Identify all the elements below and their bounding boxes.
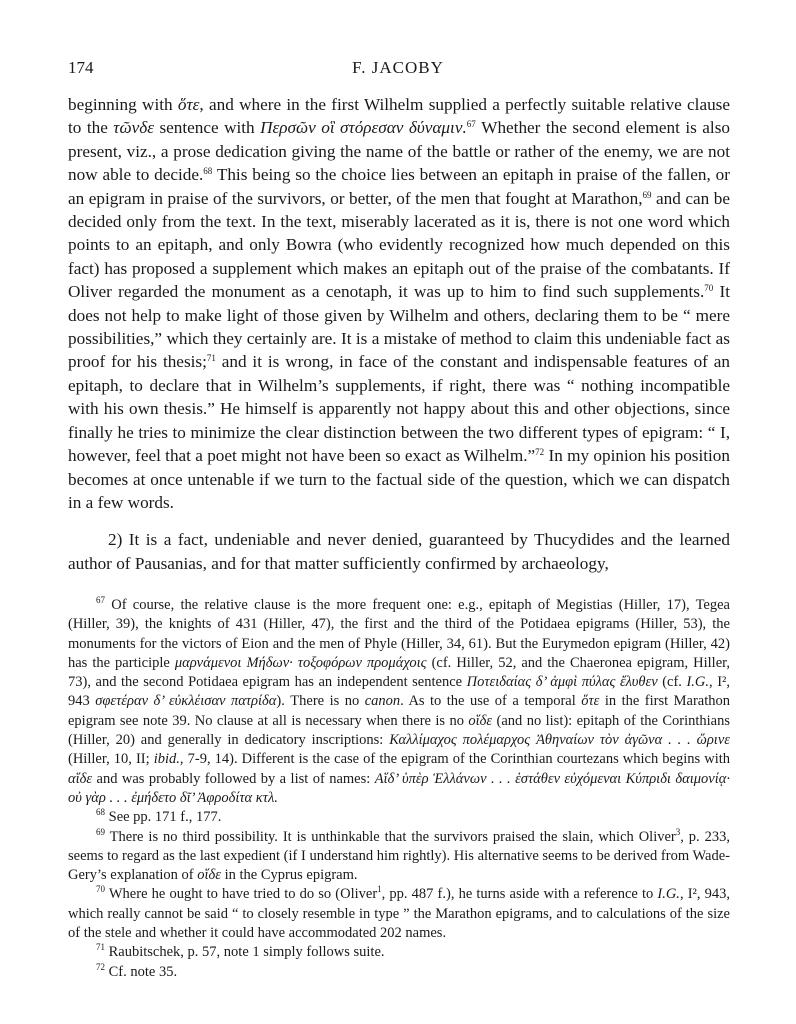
greek-text: Αἵδ’ ὑπὲρ Ἑλλάνων . . . ἑστάθεν εὐχόμεναι Κύπριδι δαιμονίᾳ· οὐ γὰρ . . . ἐμήδετο δῖ’ Ἀφροδίτα κτλ. <box>68 770 730 806</box>
greek-text: τῶνδε <box>113 118 154 138</box>
greek-text: Περσῶν οἳ στόρεσαν δύναμιν. <box>260 118 467 138</box>
greek-text: Ποτειδαίας δ’ ἀμφὶ πύλας ἔλυθεν <box>466 674 658 691</box>
footnote-ref-72: 72 <box>535 447 545 458</box>
footnote-ref-71: 71 <box>206 353 216 364</box>
footnotes <box>68 596 730 982</box>
footnote-ref-67: 67 <box>466 119 476 130</box>
page-number: 174 <box>68 58 94 77</box>
footnote-71: $^{71}$ Raubitschek, p. 57, note 1 simply follows suite. <box>96 942 385 961</box>
greek-text: σφετέραν δ’ εὐκλέισαν πατρίδα <box>95 693 277 710</box>
footnote-69: $^{69}$ There is no third possibility. It is unthinkable that the survivors praised the slain, which Oliver$^3$, p. 233, seems to regard as the last expedient (if I understand him rightly). His alternative seems to be derived from Wade-Gery’s explanation of οἵδε in the Cyprus epigram. <box>68 826 730 884</box>
greek-text: Καλλίμαχος πολέμαρχος Ἀθηναίων τὸν ἀγῶνα . . . ὥρινε <box>389 732 730 749</box>
footnote-ref-69: 69 <box>642 189 652 200</box>
greek-text: αἵδε <box>68 770 93 787</box>
page-header <box>68 58 728 86</box>
greek-text: ὅτε <box>581 693 600 710</box>
paragraph-2: 2) It is a fact, undeniable and never denied, guaranteed by Thucydides and the learned author of Pausanias, and for that matter sufficiently confirmed by archaeology, <box>68 530 730 573</box>
main-text <box>68 93 730 575</box>
greek-text: οἵδε <box>197 867 221 884</box>
footnote-ref-68: 68 <box>203 166 213 177</box>
paragraph-1: beginning with ὅτε, and where in the first Wilhelm supplied a perfectly suitable relative clause to the τῶνδε sentence with Περσῶν οἳ στόρεσαν δύναμιν.$^{67}$ Whether the second element is also present, viz., a prose dedication giving the name of the battle or rather of the enemy, we are not now able to decide.$^{68}$ This being so the choice lies between an epitaph in praise of the fallen, or an epigram in praise of the survivors, or better, of the men that fought at Marathon,$^{69}$ and can be decided only from the text. In the text, miserably lacerated as it is, there is not one word which points to an epitaph, and only Bowra (who evidently recognized how much depended on this fact) has proposed a supplement which makes an epitaph out of the praise of the combatants. If Oliver regarded the monument as a cenotaph, it was up to him to find such supplements.$^{70}$ It does not help to make light of those given by Wilhelm and others, declaring them to be “ mere possibilities,” which they certainly are. It is a mistake of method to claim this undeniable fact as proof for his thesis;$^{71}$ and it is wrong, in face of the constant and indispensable features of an epitaph, to declare that in Wilhelm’s supplements, if right, there was “ nothing incompatible with his own thesis.” He himself is apparently not happy about this and other objections, since finally he tries to minimize the clear distinction between the two different types of epigram: “ I, however, feel that a poet might not have been so exact as Wilhelm.”$^{72}$ In my opinion his position becomes at once untenable if we turn to the factual side of the question, which we can dispatch in a few words. <box>68 95 731 512</box>
footnote-68: $^{68}$ See pp. 171 f., 177. <box>96 807 222 826</box>
footnote-ref-70: 70 <box>704 283 714 294</box>
greek-text: οἵδε <box>468 712 493 729</box>
running-head: F. JACOBY <box>352 58 444 77</box>
footnote-72: $^{72}$ Cf. note 35. <box>96 961 178 980</box>
footnote-70: $^{70}$ Where he ought to have tried to do so (Oliver$^1$, pp. 487 f.), he turns aside with a reference to I.G., I², 943, which really cannot be said “ to closely resemble in type ” the Marathon epigrams, and to calculations of the size of the stele and whether it could have accommodated 202 names. <box>68 884 730 942</box>
footnote-67: $^{67}$ Of course, the relative clause is the more frequent one: e.g., epitaph of Megistias (Hiller, 17), Tegea (Hiller, 39), the knights of 431 (Hiller, 47), the first and the third of the Potidaea epigrams (Hiller, 53), the monuments for the victors of Eion and the men of Phyle (Hiller, 34, 61). But the Eurymedon epigram (Hiller, 42) has the participle μαρνάμενοι Μήδων· τοξοφόρων προμάχοις (cf. Hiller, 52, and the Chaeronea epigram, Hiller, 73), and the second Potidaea epigram has an independent sentence Ποτειδαίας δ’ ἀμφὶ πύλας ἔλυθεν (cf. I.G., I², 943 σφετέραν δ’ εὐκλέισαν πατρίδα). There is no canon. As to the use of a temporal ὅτε in the first Marathon epigram see note 39. No clause at all is necessary when there is no οἵδε (and no list): epitaph of the Corinthians (Hiller, 20) and generally in dedicatory inscriptions: Καλλίμαχος πολέμαρχος Ἀθηναίων τὸν ἀγῶνα . . . ὥρινε (Hiller, 10, II; ibid., 7-9, 14). Different is the case of the epigram of the Corinthian courtezans which begins with αἵδε and was probably followed by a list of names: Αἵδ’ ὑπὲρ Ἑλλάνων . . . ἑστάθεν εὐχόμεναι Κύπριδι δαιμονίᾳ· οὐ γὰρ . . . ἐμήδετο δῖ’ Ἀφροδίτα κτλ. <box>68 595 731 806</box>
greek-text: μαρνάμενοι Μήδων· τοξοφόρων προμάχοις <box>174 654 427 671</box>
greek-text: ὅτε <box>177 95 200 114</box>
